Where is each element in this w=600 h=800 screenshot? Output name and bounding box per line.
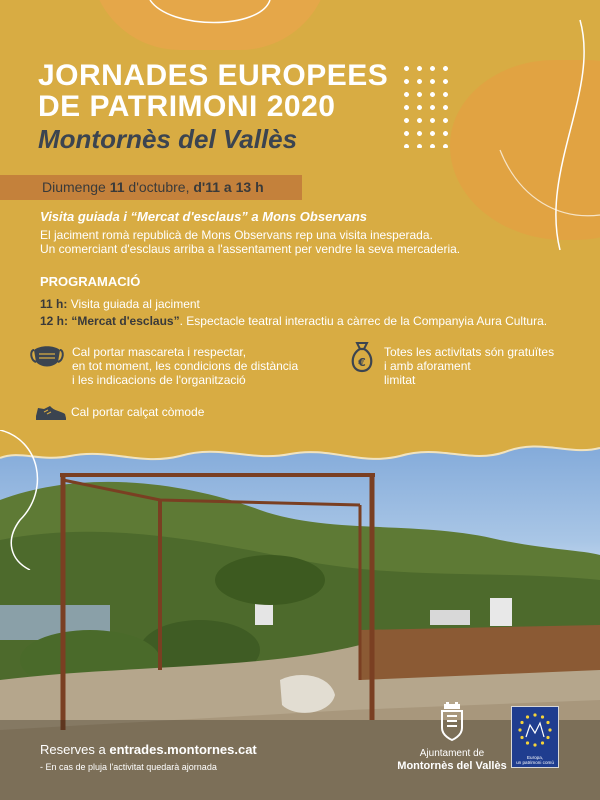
- mask-info-line-3: i les indicacions de l'organització: [72, 373, 246, 387]
- mask-info-line-1: Cal portar mascareta i respectar,: [72, 345, 247, 359]
- program-text: Visita guiada al jaciment: [70, 297, 200, 311]
- visit-description: [40, 228, 560, 256]
- free-info-line-2: i amb aforament: [384, 359, 471, 373]
- ajuntament-line-2: Montornès del Vallès: [397, 760, 507, 772]
- date-month: d'octubre,: [128, 179, 190, 195]
- program-time: 11 h:: [40, 297, 68, 311]
- program-item: [40, 297, 590, 311]
- date-day: 11: [109, 179, 125, 195]
- reservations: [40, 742, 257, 757]
- rain-note: - En cas de pluja l'activitat quedarà ajornada: [40, 762, 217, 772]
- page-subtitle: Montornès del Vallès: [38, 124, 298, 154]
- title-line-1: JORNADES EUROPEES: [38, 59, 389, 92]
- reservations-url[interactable]: entrades.montornes.cat: [109, 742, 257, 757]
- title-line-2: DE PATRIMONI 2020: [38, 90, 336, 123]
- eu-caption-line-1: Europa,: [526, 755, 544, 760]
- program-item: [40, 314, 590, 328]
- page-title: [38, 60, 388, 122]
- eu-caption: [512, 755, 558, 765]
- reservations-prefix: Reserves a: [40, 742, 106, 757]
- mask-info-line-2: en tot moment, les condicions de distància: [72, 359, 299, 373]
- event-date: [42, 179, 264, 195]
- decorative-curve-left: [0, 430, 60, 570]
- svg-text:€: €: [358, 356, 366, 369]
- free-info: [384, 345, 584, 387]
- free-info-line-3: limitat: [384, 373, 416, 387]
- mask-info: [72, 345, 342, 387]
- date-prefix: Diumenge: [42, 179, 106, 195]
- eu-caption-line-2: un patrimoni comú: [516, 760, 554, 765]
- program-highlight: “Mercat d'esclaus”: [71, 314, 180, 328]
- visit-title: Visita guiada i “Mercat d'esclaus” a Mons Observans: [40, 209, 368, 224]
- mask-icon: [30, 342, 64, 370]
- money-bag-icon: [348, 340, 376, 374]
- program-time: 12 h:: [40, 314, 69, 328]
- eu-heritage-logo: [511, 706, 559, 768]
- coat-of-arms-icon: [439, 702, 465, 742]
- shoe-icon: [34, 402, 68, 422]
- programacio-heading: PROGRAMACIÓ: [40, 274, 141, 289]
- program-text: . Espectacle teatral interactiu a càrrec de la Companyia Aura Cultura.: [179, 314, 548, 328]
- ajuntament-line-1: Ajuntament de: [419, 748, 485, 759]
- shoes-info: Cal portar calçat còmode: [71, 405, 205, 419]
- torn-paper-edge: [0, 430, 600, 470]
- eu-stars-icon: [512, 707, 558, 753]
- free-info-line-1: Totes les activitats són gratuïtes: [384, 345, 555, 359]
- visit-desc-line-1: El jaciment romà republicà de Mons Observans rep una visita inesperada.: [40, 228, 433, 242]
- visit-desc-line-2: Un comerciant d'esclaus arriba a l'assentament per vendre la seva mercaderia.: [40, 242, 461, 256]
- date-hours: d'11 a 13 h: [193, 179, 264, 195]
- decorative-dot-grid: [400, 62, 452, 148]
